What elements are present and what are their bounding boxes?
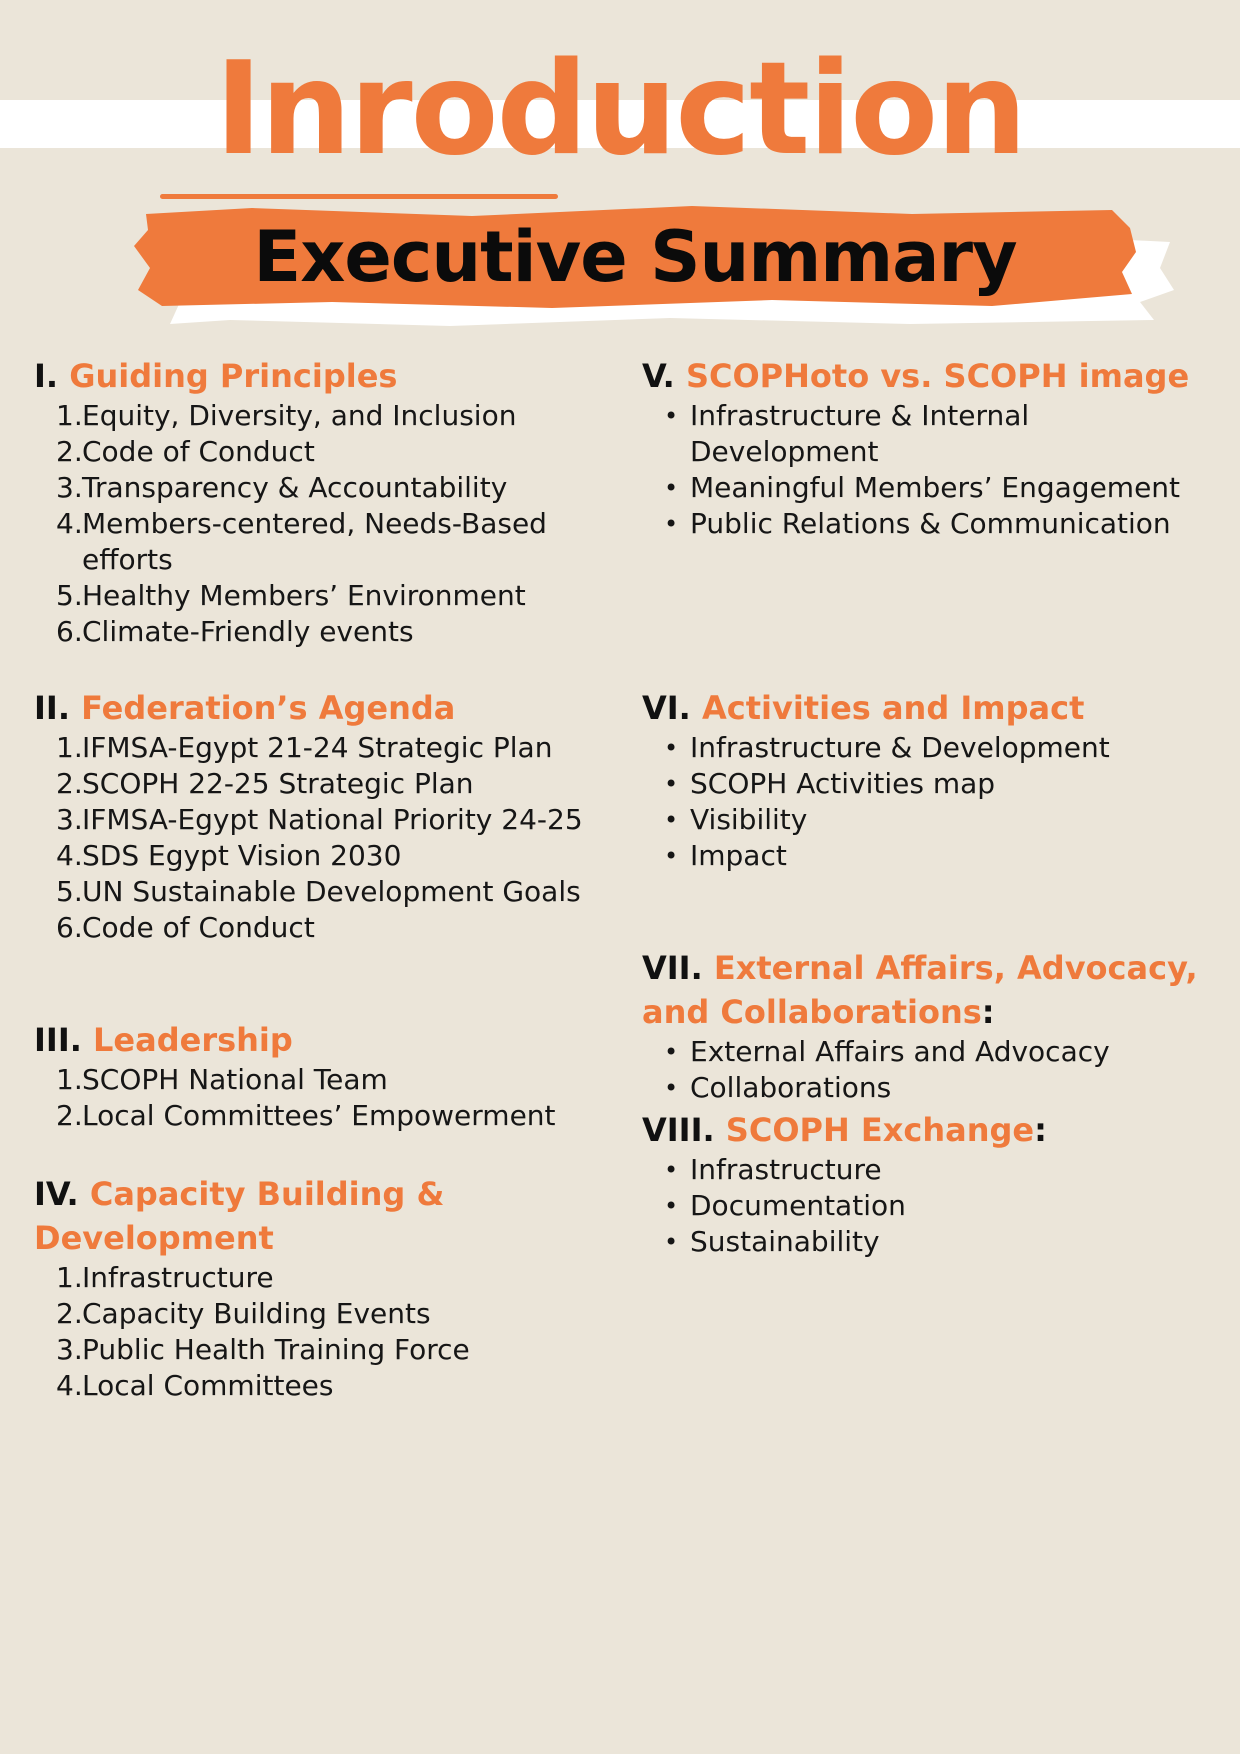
section-scoph-exchange <box>642 1108 1212 1260</box>
section-scophoto <box>642 354 1212 542</box>
section-heading <box>34 1172 600 1260</box>
section-title: SCOPH Exchange <box>725 1111 1035 1149</box>
section-title: Capacity Building & Development <box>34 1175 445 1257</box>
section-title: SCOPHoto vs. SCOPH image <box>685 357 1190 395</box>
list-item: • Impact <box>664 839 787 872</box>
list-item: 1. Infrastructure <box>56 1261 274 1294</box>
section-numeral: III. <box>34 1021 82 1059</box>
numbered-list <box>34 398 600 650</box>
list-item: 1. Equity, Diversity, and Inclusion <box>56 399 517 432</box>
list-item: • Visibility <box>664 803 808 836</box>
page-title: Inroduction <box>214 35 1026 184</box>
section-title: External Affairs, Advocacy, and Collaborations <box>642 949 1198 1031</box>
list-item: • Documentation <box>664 1189 906 1222</box>
list-item: 2. SCOPH 22-25 Strategic Plan <box>56 767 474 800</box>
section-numeral: V. <box>642 357 675 395</box>
list-item: 4. Local Committees <box>56 1369 334 1402</box>
section-numeral: VI. <box>642 689 691 727</box>
list-item: • Infrastructure & Internal Development <box>664 399 1030 468</box>
section-heading <box>642 686 1212 730</box>
section-title: Guiding Principles <box>69 357 398 395</box>
section-heading <box>642 1108 1212 1152</box>
list-item: 1. SCOPH National Team <box>56 1063 388 1096</box>
list-item: 3. IFMSA-Egypt National Priority 24-25 <box>56 803 583 836</box>
heading-colon: : <box>981 993 995 1031</box>
bullet-list <box>642 1034 1212 1106</box>
bullet-list <box>642 730 1212 874</box>
section-numeral: VII. <box>642 949 703 987</box>
list-item: • SCOPH Activities map <box>664 767 996 800</box>
list-item: 6. Climate-Friendly events <box>56 615 414 648</box>
list-item: • Meaningful Members’ Engagement <box>664 471 1181 504</box>
section-numeral: II. <box>34 689 70 727</box>
section-federations-agenda <box>34 686 600 946</box>
list-item: 6. Code of Conduct <box>56 911 315 944</box>
section-numeral: VIII. <box>642 1111 715 1149</box>
list-item: 4. SDS Egypt Vision 2030 <box>56 839 402 872</box>
section-title: Leadership <box>93 1021 293 1059</box>
list-item: 3. Public Health Training Force <box>56 1333 470 1366</box>
list-item: 2. Local Committees’ Empowerment <box>56 1099 556 1132</box>
list-item: • Infrastructure <box>664 1153 882 1186</box>
page-subtitle: Executive Summary <box>253 216 1017 298</box>
heading-colon: : <box>1034 1111 1047 1149</box>
numbered-list <box>34 1062 600 1134</box>
list-item: • Sustainability <box>664 1225 880 1258</box>
list-item: 3. Transparency & Accountability <box>56 471 508 504</box>
section-heading <box>642 354 1212 398</box>
numbered-list <box>34 1260 600 1404</box>
list-item: • Infrastructure & Development <box>664 731 1110 764</box>
section-guiding-principles <box>34 354 600 650</box>
list-item: • Collaborations <box>664 1071 892 1104</box>
section-numeral: IV. <box>34 1175 79 1213</box>
section-capacity-building <box>34 1172 600 1404</box>
list-item: • External Affairs and Advocacy <box>664 1035 1110 1068</box>
list-item: • Public Relations & Communication <box>664 507 1171 540</box>
section-numeral: I. <box>34 357 59 395</box>
bullet-list <box>642 398 1212 542</box>
section-heading <box>642 946 1212 1034</box>
title-underline <box>160 194 558 199</box>
section-leadership <box>34 1018 600 1134</box>
list-item: 2. Code of Conduct <box>56 435 315 468</box>
numbered-list <box>34 730 600 946</box>
section-title: Activities and Impact <box>701 689 1085 727</box>
section-heading <box>34 686 600 730</box>
list-item: 2. Capacity Building Events <box>56 1297 431 1330</box>
list-item: 5. Healthy Members’ Environment <box>56 579 526 612</box>
section-heading <box>34 1018 600 1062</box>
list-item: 1. IFMSA-Egypt 21-24 Strategic Plan <box>56 731 553 764</box>
bullet-list <box>642 1152 1212 1260</box>
list-item: 5. UN Sustainable Development Goals <box>56 875 581 908</box>
section-title: Federation’s Agenda <box>81 689 456 727</box>
section-heading <box>34 354 600 398</box>
section-activities-impact <box>642 686 1212 874</box>
section-external-affairs <box>642 946 1212 1106</box>
list-item: 4. Members-centered, Needs-Based efforts <box>56 507 547 576</box>
